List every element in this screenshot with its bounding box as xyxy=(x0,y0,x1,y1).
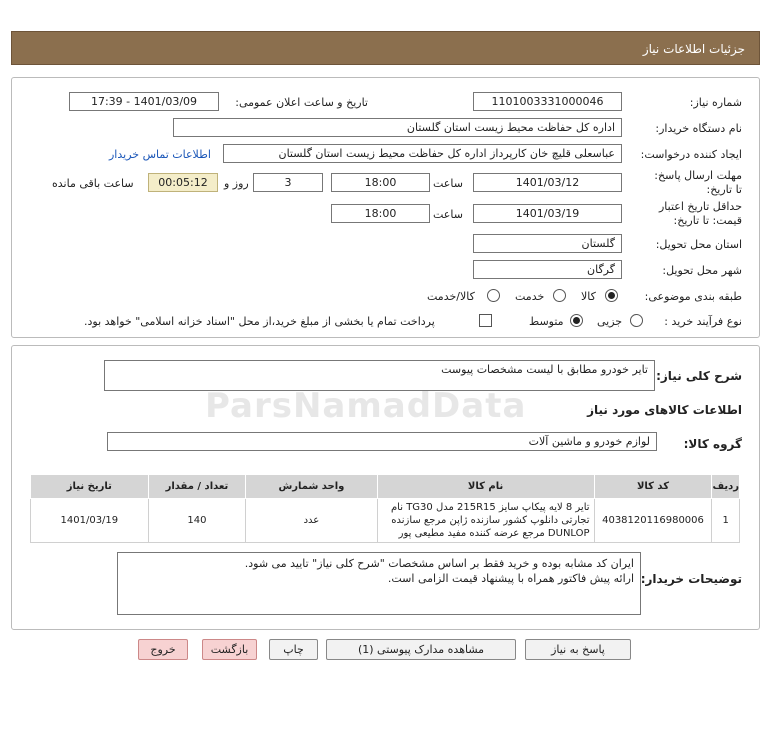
city-label: شهر محل تحویل: xyxy=(662,264,742,277)
buyer-org-field: اداره کل حفاظت محیط زیست استان گلستان xyxy=(173,118,622,137)
reply-button[interactable]: پاسخ به نیاز xyxy=(525,639,631,660)
col-header-name: نام کالا xyxy=(377,475,594,499)
reply-deadline-label: مهلت ارسال پاسخ: تا تاریخ: xyxy=(654,169,742,196)
price-validity-time-field: 18:00 xyxy=(331,204,430,223)
col-header-code: کد کالا xyxy=(594,475,712,499)
print-button[interactable]: چاپ xyxy=(269,639,318,660)
reply-time-label: ساعت xyxy=(433,177,463,190)
days-label: روز و xyxy=(224,177,249,190)
goods-group-field: لوازم خودرو و ماشین آلات xyxy=(107,432,657,451)
process-radio-medium[interactable] xyxy=(570,314,583,327)
buyer-contact-link[interactable]: اطلاعات تماس خریدار xyxy=(109,148,211,161)
buyer-notes-line-2: ارائه پیش فاکتور همراه با پیشنهاد قیمت الزامی است. xyxy=(387,572,634,585)
process-radio-minor[interactable] xyxy=(630,314,643,327)
reply-time-field: 18:00 xyxy=(331,173,430,192)
process-type-label: نوع فرآیند خرید : xyxy=(664,315,742,328)
price-validity-time-label: ساعت xyxy=(433,208,463,221)
process-option-medium: متوسط xyxy=(529,315,564,328)
cell-qty: 140 xyxy=(148,499,246,543)
goods-table xyxy=(30,474,740,543)
back-button[interactable]: بازگشت xyxy=(202,639,257,660)
announce-datetime-field: 1401/03/09 - 17:39 xyxy=(69,92,219,111)
price-validity-date-field: 1401/03/19 xyxy=(473,204,622,223)
buyer-notes-label: توضیحات خریدار: xyxy=(640,572,742,586)
goods-group-label: گروه کالا: xyxy=(683,437,742,451)
remaining-time-field: 00:05:12 xyxy=(148,173,218,192)
buyer-org-label: نام دستگاه خریدار: xyxy=(655,122,742,135)
col-header-unit: واحد شمارش xyxy=(246,475,377,499)
category-option-goods: کالا xyxy=(581,290,596,303)
reply-date-field: 1401/03/12 xyxy=(473,173,622,192)
need-number-label: شماره نیاز: xyxy=(689,96,742,109)
cell-date: 1401/03/19 xyxy=(31,499,149,543)
treasury-payment-note: پرداخت تمام یا بخشی از مبلغ خرید،از محل "اسناد خزانه اسلامی" خواهد بود. xyxy=(84,315,435,328)
province-field: گلستان xyxy=(473,234,622,253)
cell-row: 1 xyxy=(712,499,740,543)
col-header-qty: تعداد / مقدار xyxy=(148,475,246,499)
city-field: گرگان xyxy=(473,260,622,279)
col-header-date: تاریخ نیاز xyxy=(31,475,149,499)
table-row xyxy=(31,499,740,543)
category-option-goods-service: کالا/خدمت xyxy=(427,290,475,303)
category-radio-service[interactable] xyxy=(553,289,566,302)
page-header xyxy=(11,31,760,65)
category-radio-goods-service[interactable] xyxy=(487,289,500,302)
general-desc-label: شرح کلی نیاز: xyxy=(656,369,742,383)
reply-days-field: 3 xyxy=(253,173,323,192)
cell-unit: عدد xyxy=(246,499,377,543)
category-option-service: خدمت xyxy=(515,290,545,303)
general-desc-field: تایر خودرو مطابق با لیست مشخصات پیوست xyxy=(104,360,655,391)
announce-datetime-label: تاریخ و ساعت اعلان عمومی: xyxy=(235,96,368,109)
remaining-label: ساعت باقی مانده xyxy=(52,177,134,190)
col-header-row: ردیف xyxy=(712,475,740,499)
page-title: جزئیات اطلاعات نیاز xyxy=(642,42,745,56)
treasury-payment-checkbox[interactable] xyxy=(479,314,492,327)
price-validity-label: حداقل تاریخ اعتبار قیمت: تا تاریخ: xyxy=(658,200,742,227)
goods-info-title: اطلاعات کالاهای مورد نیاز xyxy=(587,403,742,417)
buyer-notes-box xyxy=(117,552,641,615)
cell-code: 4038120116980006 xyxy=(594,499,712,543)
need-number-field: 1101003331000046 xyxy=(473,92,622,111)
view-attachments-button[interactable]: مشاهده مدارک پیوستی (1) xyxy=(326,639,516,660)
requester-label: ایجاد کننده درخواست: xyxy=(640,148,742,161)
category-label: طبقه بندی موضوعی: xyxy=(644,290,742,303)
exit-button[interactable]: خروج xyxy=(138,639,188,660)
process-option-minor: جزیی xyxy=(597,315,623,328)
watermark-text: ParsNamadData xyxy=(205,386,527,426)
buyer-notes-line-1: ایران کد مشابه بوده و خرید فقط بر اساس مشخصات "شرح کلی نیاز" تایید می شود. xyxy=(244,557,634,570)
category-radio-goods[interactable] xyxy=(605,289,618,302)
cell-name: تایر 8 لایه پیکاپ سایز 215R15 مدل TG30 نام تجارتی دانلوپ کشور سازنده ژاپن مرجع سازنده DUNLOP مرجع عرضه کننده مفید مطیعی پور xyxy=(377,499,594,543)
requester-field: عباسعلی قلیچ خان کارپرداز اداره کل حفاظت محیط زیست استان گلستان xyxy=(223,144,622,163)
province-label: استان محل تحویل: xyxy=(655,238,742,251)
